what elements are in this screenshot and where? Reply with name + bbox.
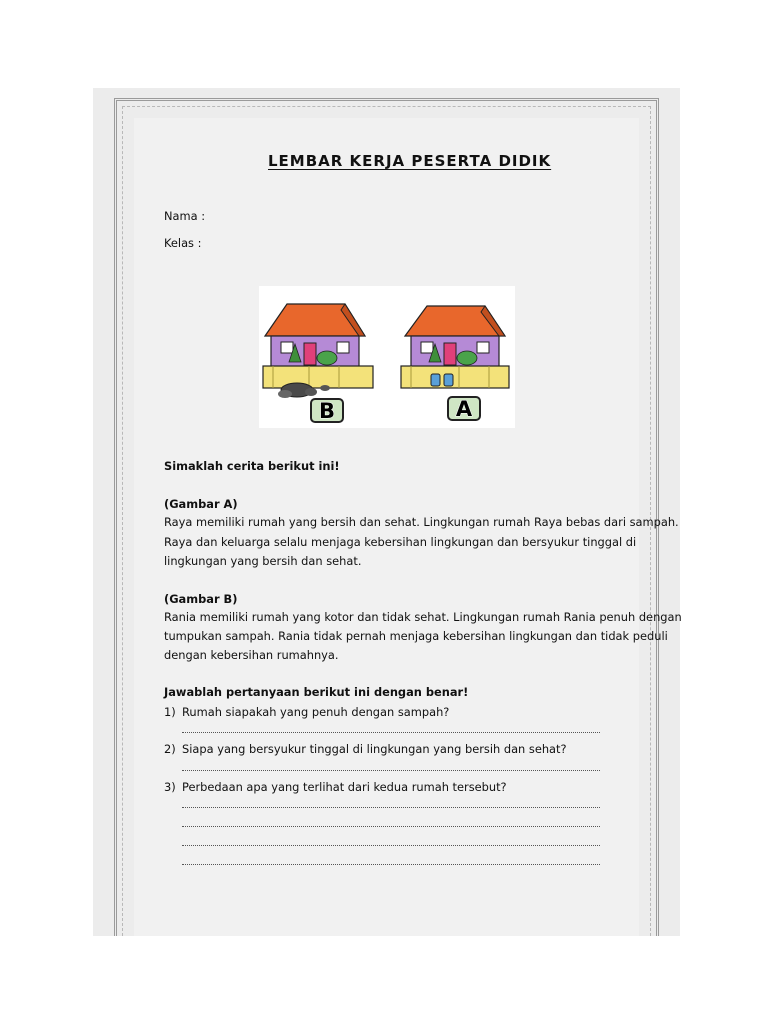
worksheet-title: LEMBAR KERJA PESERTA DIDIK — [268, 152, 552, 170]
answer-line[interactable] — [182, 845, 600, 846]
house-a-illustration — [401, 306, 509, 388]
answer-line[interactable] — [182, 826, 600, 827]
picture-a-badge: A — [447, 396, 481, 421]
name-field-label: Nama : — [164, 209, 206, 223]
question-text: Rumah siapakah yang penuh dengan sampah? — [182, 705, 450, 719]
house-b-illustration — [263, 304, 373, 398]
question-text: Siapa yang bersyukur tinggal di lingkungan yang bersih dan sehat? — [182, 742, 567, 756]
questions-heading: Jawablah pertanyaan berikut ini dengan benar! — [164, 685, 469, 699]
class-field-label: Kelas : — [164, 236, 202, 250]
question-text: Perbedaan apa yang terlihat dari kedua rumah tersebut? — [182, 780, 507, 794]
question-number: 2) — [164, 742, 176, 756]
story-a-line: Raya memiliki rumah yang bersih dan sehat. Lingkungan rumah Raya bebas dari sampah. — [164, 515, 679, 529]
answer-line[interactable] — [182, 807, 600, 808]
story-a-heading: (Gambar A) — [164, 497, 238, 511]
question-number: 3) — [164, 780, 176, 794]
answer-line[interactable] — [182, 732, 600, 733]
answer-line[interactable] — [182, 770, 600, 771]
houses-illustration — [259, 286, 515, 428]
picture-b-badge: B — [310, 398, 344, 423]
story-b-line: dengan kebersihan rumahnya. — [164, 648, 339, 662]
story-instruction: Simaklah cerita berikut ini! — [164, 459, 340, 473]
answer-line[interactable] — [182, 864, 600, 865]
story-b-heading: (Gambar B) — [164, 592, 238, 606]
story-b-line: Rania memiliki rumah yang kotor dan tidak sehat. Lingkungan rumah Rania penuh dengan — [164, 610, 682, 624]
question-number: 1) — [164, 705, 176, 719]
story-a-line: lingkungan yang bersih dan sehat. — [164, 554, 362, 568]
story-b-line: tumpukan sampah. Rania tidak pernah menjaga kebersihan lingkungan dan tidak peduli — [164, 629, 668, 643]
story-a-line: Raya dan keluarga selalu menjaga kebersihan lingkungan dan bersyukur tinggal di — [164, 535, 637, 549]
